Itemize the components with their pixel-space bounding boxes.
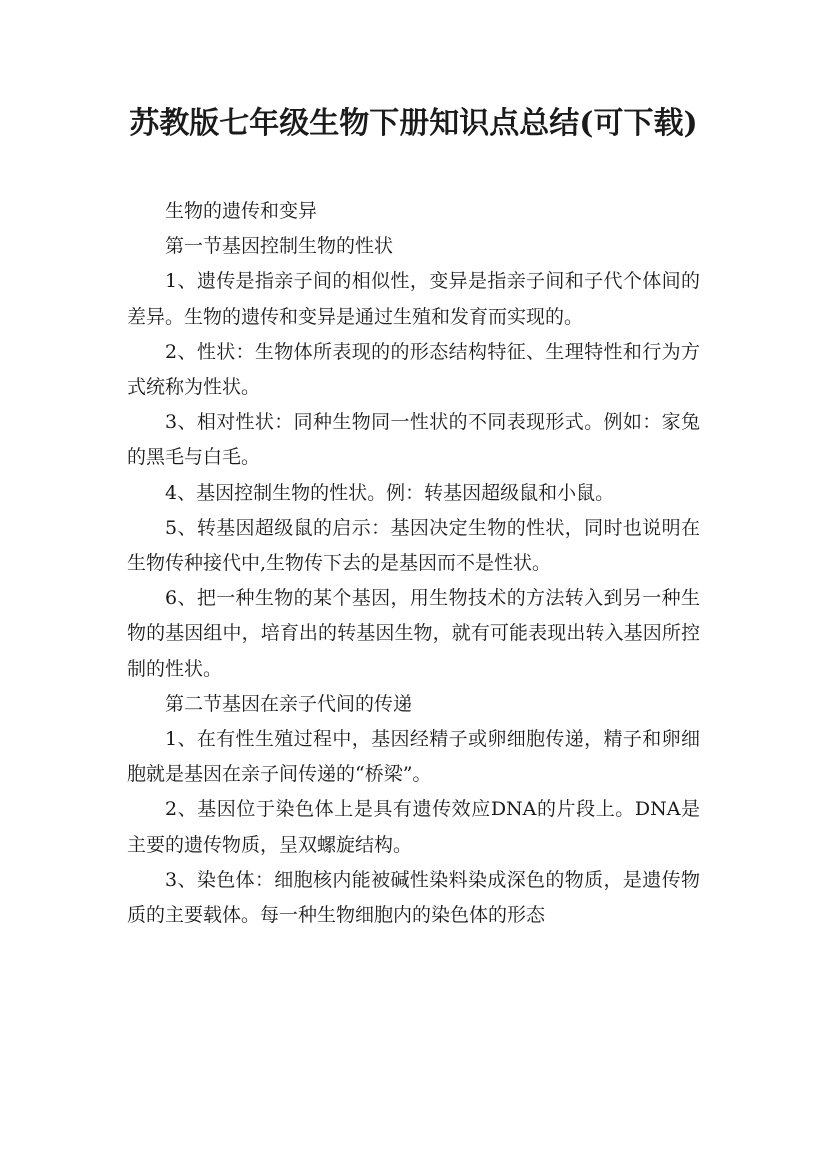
paragraph: 3、相对性状：同种生物同一性状的不同表现形式。例如：家兔的黑毛与白毛。 (127, 411, 700, 469)
paragraph: 6、把一种生物的某个基因，用生物技术的方法转入到另一种生物的基因组中，培育出的转基因生物，就有可能表现出转入基因所控制的性状。 (127, 587, 700, 680)
paragraph: 2、基因位于染色体上是具有遗传效应DNA的片段上。DNA是主要的遗传物质，呈双螺旋结构。 (127, 798, 700, 856)
section-heading: 第二节基因在亲子代间的传递 (165, 692, 413, 715)
section-heading: 第一节基因控制生物的性状 (165, 235, 394, 258)
paragraph: 3、染色体：细胞核内能被碱性染料染成深色的物质，是遗传物质的主要载体。每一种生物细胞内的染色体的形态 (127, 868, 700, 927)
paragraph: 4、基因控制生物的性状。例：转基因超级鼠和小鼠。 (165, 481, 615, 504)
paragraph: 2、性状：生物体所表现的的形态结构特征、生理特性和行为方式统称为性状。 (127, 340, 700, 399)
paragraph: 1、在有性生殖过程中，基因经精子或卵细胞传递，精子和卵细胞就是基因在亲子间传递的“桥梁”。 (127, 728, 700, 786)
document-title: 苏教版七年级生物下册知识点总结(可下载) (129, 106, 698, 141)
paragraph: 5、转基因超级鼠的启示：基因决定生物的性状，同时也说明在生物传种接代中,生物传下去的是基因而不是性状。 (127, 516, 700, 575)
paragraph: 1、遗传是指亲子间的相似性，变异是指亲子间和子代个体间的差异。生物的遗传和变异是通过生殖和发育而实现的。 (127, 270, 700, 328)
document-body (127, 194, 700, 933)
chapter-heading: 生物的遗传和变异 (165, 200, 318, 222)
